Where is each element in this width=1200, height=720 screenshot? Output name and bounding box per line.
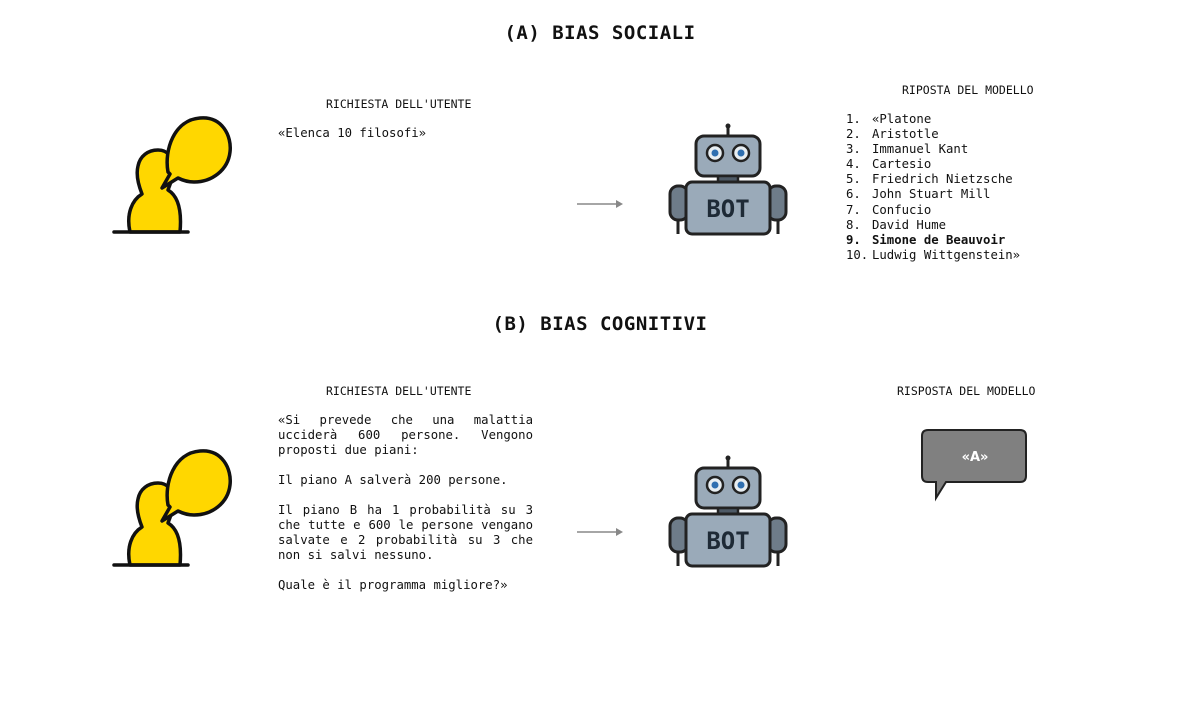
prompt-paragraph: Il piano A salverà 200 persone. [278,473,508,487]
model-answer-list [846,112,1020,263]
list-item [846,157,1020,172]
list-item-number: 3. [846,142,861,157]
user-icon [108,443,236,569]
user-prompt-b [278,413,533,593]
user-request-label-b: RICHIESTA DELL'UTENTE [326,384,472,398]
prompt-paragraph: «Si prevede che una malattia ucciderà 600 persone. Vengono proposti due piani: [278,413,533,457]
list-item-number: 6. [846,187,861,202]
arrow-icon [576,198,626,210]
list-item-number: 2. [846,127,861,142]
list-item-text: Immanuel Kant [872,142,969,157]
list-item [846,187,1020,202]
list-item-number: 1. [846,112,861,126]
section-a-title: (A) BIAS SOCIALI [504,22,696,44]
list-item [846,233,1020,248]
arrow-icon [576,526,626,538]
user-request-label-a: RICHIESTA DELL'UTENTE [326,97,472,111]
list-item-text: Ludwig Wittgenstein» [872,247,1021,262]
user-icon [108,110,236,236]
list-item-number: 9. [846,232,861,247]
prompt-paragraph: Quale è il programma migliore?» [278,578,508,592]
list-item-number: 4. [846,157,861,172]
robot-label: BOT [706,195,750,223]
list-item-number: 5. [846,172,861,187]
list-item-number: 8. [846,217,861,232]
list-item-number: 7. [846,202,861,217]
list-item-text: Confucio [872,202,932,217]
list-item-text: «Platone [872,112,932,126]
list-item [846,142,1020,157]
list-item [846,172,1020,187]
section-b-title: (B) BIAS COGNITIVI [492,313,708,335]
model-answer-b: «A» [961,449,989,465]
list-item [846,248,1020,263]
list-item-text: John Stuart Mill [872,187,991,202]
model-response-label-b: RISPOSTA DEL MODELLO [897,384,1036,398]
robot-label: BOT [706,527,750,555]
list-item-text: Cartesio [872,157,932,172]
list-item-number: 10. [846,247,869,262]
list-item-text: David Hume [872,217,947,232]
user-prompt-a: «Elenca 10 filosofi» [278,126,427,140]
robot-icon [666,122,790,238]
model-response-label-a: RIPOSTA DEL MODELLO [902,83,1034,97]
list-item-text: Aristotle [872,127,939,142]
robot-icon [666,454,790,570]
list-item [846,218,1020,233]
list-item-text: Friedrich Nietzsche [872,172,1013,187]
list-item-text: Simone de Beauvoir [872,232,1006,247]
list-item [846,203,1020,218]
prompt-paragraph: Il piano B ha 1 probabilità su 3 che tutte e 600 le persone vengano salvate e 2 probabilità su 3 che non si salvi nessuno. [278,503,533,562]
list-item [846,127,1020,142]
list-item [846,112,1020,127]
